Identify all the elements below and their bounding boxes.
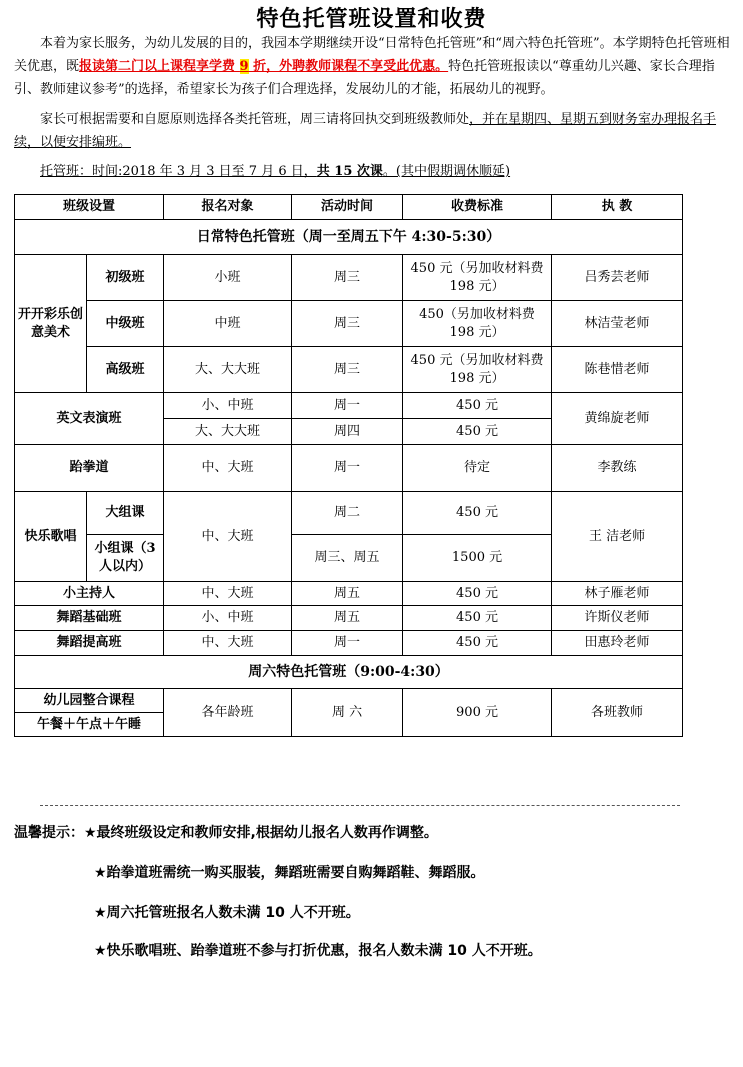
table-row: 舞蹈提高班 中、大班 周一 450 元 田惠玲老师 [15, 631, 683, 656]
table-row: 小主持人 中、大班 周五 450 元 林子雁老师 [15, 582, 683, 606]
schedule-line: 托管班：时间:2018 年 3 月 3 日至 7 月 6 日，共 15 次课。(其中假期调休顺延) [40, 164, 511, 179]
section-daily: 日常特色托管班（周一至周五下午 4:30-5:30） [15, 220, 683, 255]
table-row: 中级班 中班 周三 450（另加收材料费 198 元） 林洁莹老师 [15, 301, 683, 347]
art-level: 中级班 [87, 301, 164, 347]
header-teacher: 执 教 [552, 195, 683, 220]
section-row-saturday [15, 656, 683, 689]
section-saturday: 周六特色托管班（9:00-4:30） [15, 656, 683, 689]
art-level: 初级班 [87, 255, 164, 301]
header-class: 班级设置 [15, 195, 164, 220]
table-row: 午餐＋午点＋午睡 [15, 713, 683, 737]
divider [40, 805, 680, 806]
table-header-row [15, 195, 683, 220]
tip-item: ★周六托管班报名人数未满 10 人不开班。 [94, 905, 360, 921]
header-fee: 收费标准 [403, 195, 552, 220]
tip-item: ★最终班级设定和教师安排,根据幼儿报名人数再作调整。 [84, 825, 438, 841]
intro-paragraph-2: 家长可根据需要和自愿原则选择各类托管班，周三请将回执交到班级教师处，并在星期四、星期五到财务室办理报名手续，以便安排编班。 [14, 112, 717, 150]
table-row: 快乐歌唱 大组课 中、大班 周二 450 元 王 洁老师 [15, 492, 683, 535]
taekwondo-class: 跆拳道 [15, 445, 164, 492]
discount-number: 9 [239, 59, 249, 74]
table-row: 小组课（3 人以内） 周三、周五 1500 元 [15, 535, 683, 582]
lesson-count: 共 15 次课 [316, 164, 383, 179]
table-row: 跆拳道 中、大班 周一 待定 李教练 [15, 445, 683, 492]
tips-label: 温馨提示：★最终班级设定和教师安排,根据幼儿报名人数再作调整。 [14, 825, 438, 841]
section-row-daily [15, 220, 683, 255]
tip-item: ★快乐歌唱班、跆拳道班不参与打折优惠，报名人数未满 10 人不开班。 [94, 943, 542, 959]
art-level: 高级班 [87, 347, 164, 393]
art-group: 开开彩乐创意美术 [15, 255, 87, 393]
english-class: 英文表演班 [15, 393, 164, 445]
intro-paragraph-1: 本着为家长服务，为幼儿发展的目的，我园本学期继续开设“日常特色托管班”和“周六特色托管班”。本学期特色托管班相关优惠，既报读第二门以上课程享学费 9 折，外聘教师课程不享受此优惠。特色托管班报读以“尊重幼儿兴趣、家长合理指引、教师建议参考”的选择，希望家长为孩子们合理选择，发展幼儿的才能，拓展幼儿的视野。 [14, 36, 730, 97]
table-row: 舞蹈基础班 小、中班 周五 450 元 许斯仪老师 [15, 606, 683, 631]
singing-class: 快乐歌唱 [15, 492, 87, 582]
class-fee-table [14, 194, 683, 737]
header-time: 活动时间 [292, 195, 403, 220]
table-row: 大、大大班 周四 450 元 [15, 419, 683, 445]
discount-note: 报读第二门以上课程享学费 9 折，外聘教师课程不享受此优惠。 [79, 59, 449, 74]
table-row: 高级班 大、大大班 周三 450 元（另加收材料费 198 元） 陈巷惜老师 [15, 347, 683, 393]
page-title: 特色托管班设置和收费 [256, 7, 487, 32]
header-target: 报名对象 [164, 195, 292, 220]
table-row: 英文表演班 小、中班 周一 450 元 黄绵旋老师 [15, 393, 683, 419]
table-row: 开开彩乐创意美术 初级班 小班 周三 450 元（另加收材料费 198 元） 吕秀芸老师 [15, 255, 683, 301]
tip-item: ★跆拳道班需统一购买服装，舞蹈班需要自购舞蹈鞋、舞蹈服。 [94, 865, 485, 881]
table-row: 幼儿园整合课程 各年龄班 周 六 900 元 各班教师 [15, 689, 683, 713]
registration-note: ，并在星期四、星期五到财务室办理报名手续，以便安排编班。 [14, 112, 717, 150]
